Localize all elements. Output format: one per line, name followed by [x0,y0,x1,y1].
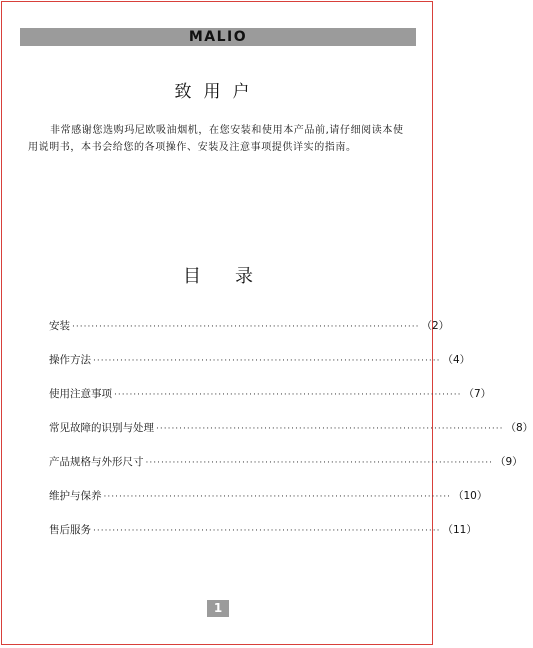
toc-leader-dots: ·························································································· [114,390,462,400]
toc-item-label: 操作方法 [49,354,91,366]
toc-leader-dots: ·························································································· [145,458,493,468]
intro-paragraph: 非常感谢您选购玛尼欧吸油烟机，在您安装和使用本产品前,请仔细阅读本使用说明书，本书会给您的各项操作、安装及注意事项提供详实的指南。 [28,125,404,153]
toc-item-label: 产品规格与外形尺寸 [49,456,144,468]
toc-item[interactable] [49,352,471,386]
toc-leader-dots: ·························································································· [93,526,441,536]
toc-heading: 目录 [183,266,287,287]
table-of-contents [49,318,533,556]
header-bar [20,28,416,46]
toc-item-page: （8） [505,422,533,434]
toc-item[interactable] [49,522,477,556]
toc-leader-dots: ·························································································· [156,424,504,434]
toc-leader-dots: ·························································································· [72,322,420,332]
toc-item[interactable] [49,420,533,454]
toc-leader-dots: ·························································································· [93,356,441,366]
toc-item[interactable] [49,386,492,420]
toc-item-page: （11） [442,524,477,536]
toc-item-page: （9） [494,456,523,468]
toc-item-page: （2） [421,320,450,332]
toc-leader-dots: ·························································································· [103,492,451,502]
toc-item[interactable] [49,318,450,352]
toc-item-page: （10） [452,490,488,502]
toc-item-label: 常见故障的识别与处理 [49,422,154,434]
toc-item-label: 售后服务 [49,524,91,536]
brand-logo: MALIO [188,29,248,45]
toc-item-label: 安装 [49,320,70,332]
page-number: 1 [207,600,229,617]
toc-item-page: （7） [463,388,492,400]
toc-item[interactable] [49,488,488,522]
toc-item-page: （4） [442,354,471,366]
page-title: 致用户 [174,82,262,102]
toc-item[interactable] [49,454,523,488]
toc-item-label: 使用注意事项 [49,388,112,400]
toc-item-label: 维护与保养 [49,490,102,502]
